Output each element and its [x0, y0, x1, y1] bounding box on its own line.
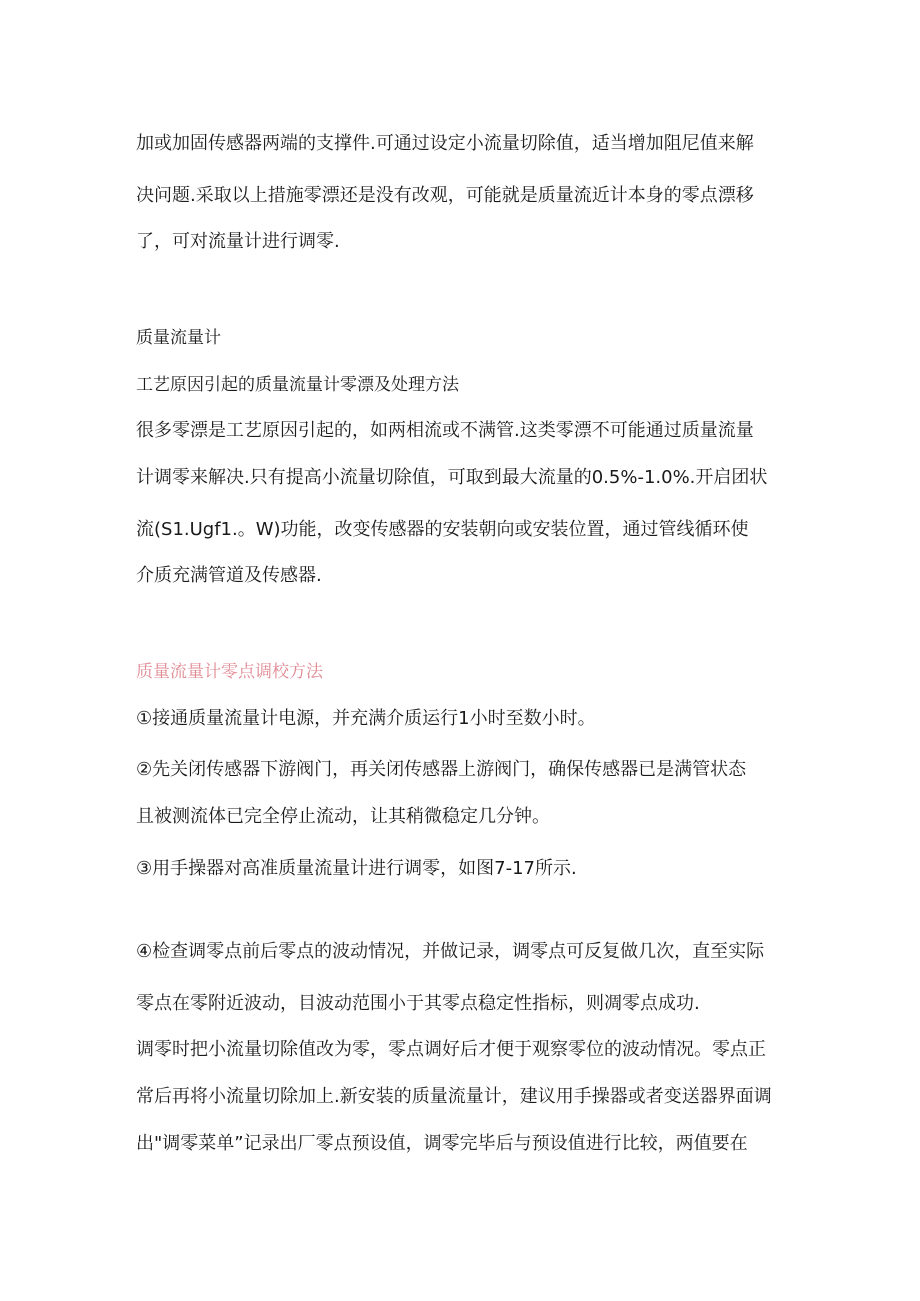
paragraph-1-line-1: 加或加固传感器两端的支撑件.可通过设定小流量切除值，适当增加阻尼值来解 — [136, 133, 754, 154]
paragraph-1-line-3: 了，可对流量计进行调零. — [136, 231, 340, 252]
paragraph-2-line-3: 流(S1.Ugf1.。W)功能，改变传感器的安装朝向或安装位置，通过管线循环使 — [136, 519, 749, 540]
paragraph-3-line-1: 调零时把小流量切除值改为零，零点调好后才便于观察零位的波动情况。零点正 — [136, 1039, 766, 1060]
paragraph-1-line-2: 决问题.采取以上措施零漂还是没有改观，可能就是质量流近计本身的零点漂移 — [136, 185, 754, 206]
section-title: 质量流量计 — [136, 328, 221, 348]
paragraph-2-line-2: 计调零来解决.只有提高小流量切除值，可取到最大流量的0.5%-1.0%.开启团状 — [136, 467, 768, 488]
subsection-title: 工艺原因引起的质量流量计零漂及处理方法 — [136, 375, 459, 395]
step-4-line-1: ④检查调零点前后零点的波动情况，并做记录，调零点可反复做几次，直至实际 — [136, 941, 765, 962]
calibration-title: 质量流量计零点调校方法 — [136, 662, 323, 682]
paragraph-3-line-3: 出"调零菜单”记录出厂零点预设值，调零完毕后与预设值进行比较，两值要在 — [136, 1133, 748, 1154]
paragraph-2-line-1: 很多零漂是工艺原因引起的，如两相流或不满管.这类零漂不可能通过质量流量 — [136, 420, 754, 441]
paragraph-2-line-4: 介质充满管道及传感器. — [136, 565, 322, 586]
step-2-line-1: ②先关闭传感器下游阀门，再关闭传感器上游阀门，确保传感器已是满管状态 — [136, 759, 747, 780]
step-1: ①接通质量流量计电源，并充满介质运行1小时至数小时。 — [136, 708, 596, 729]
step-2-line-2: 且被测流体已完全停止流动，让其稍微稳定几分钟。 — [136, 806, 550, 827]
step-4-line-2: 零点在零附近波动，目波动范围小于其零点稳定性指标，则凋零点成功. — [136, 993, 700, 1014]
step-3: ③用手操器对高准质量流量计进行调零，如图7-17所示. — [136, 858, 577, 879]
paragraph-3-line-2: 常后再将小流量切除加上.新安装的质量流量计，建议用手操器或者变送器界面调 — [136, 1086, 772, 1107]
